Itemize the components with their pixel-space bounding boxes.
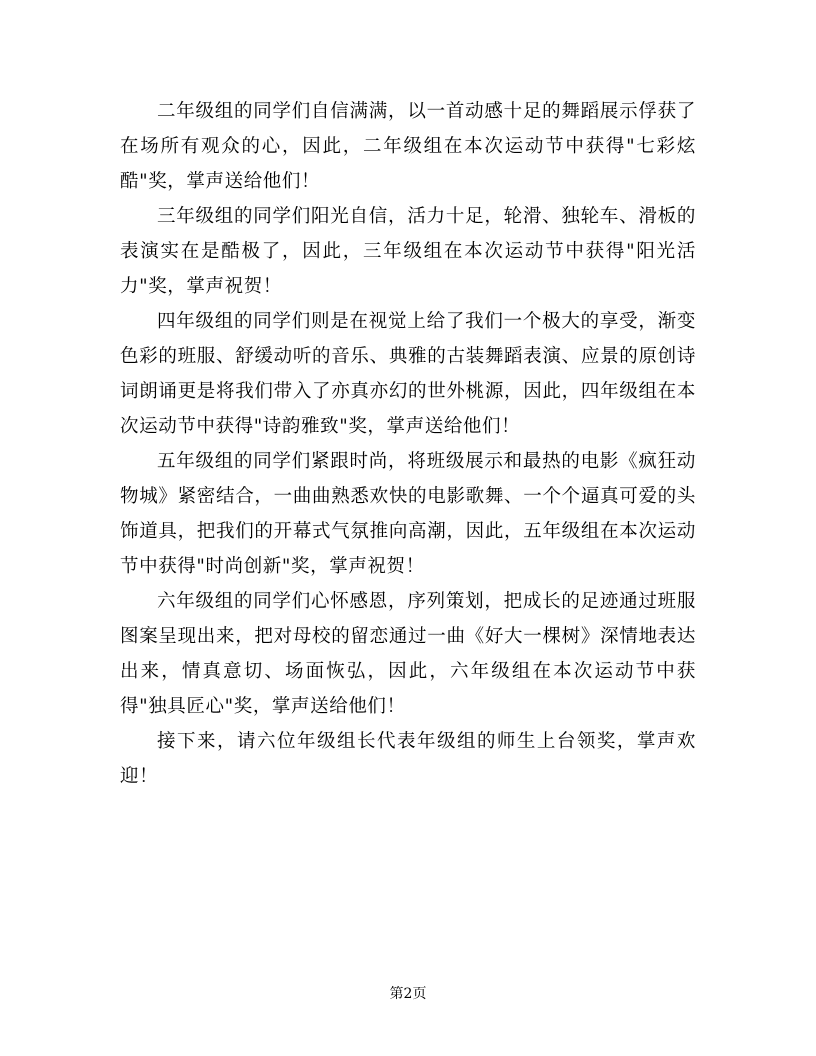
paragraph-grade-5: 五年级组的同学们紧跟时尚，将班级展示和最热的电影《疯狂动物城》紧密结合，一曲曲熟悉欢快的电影歌舞、一个个逼真可爱的头饰道具，把我们的开幕式气氛推向高潮，因此，五年级组在本次运动节中获得"时尚创新"奖，掌声祝贺！: [120, 451, 696, 577]
paragraph-grade-3: 三年级组的同学们阳光自信，活力十足，轮滑、独轮车、滑板的表演实在是酷极了，因此，三年级组在本次运动节中获得"阳光活力"奖，掌声祝贺！: [120, 206, 696, 297]
paragraph-grade-2: 二年级组的同学们自信满满，以一首动感十足的舞蹈展示俘获了在场所有观众的心，因此，二年级组在本次运动节中获得"七彩炫酷"奖，掌声送给他们！: [120, 101, 696, 192]
paragraph-grade-6: 六年级组的同学们心怀感恩，序列策划，把成长的足迹通过班服图案呈现出来，把对母校的留恋通过一曲《好大一棵树》深情地表达出来，情真意切、场面恢弘，因此，六年级组在本次运动节中获得"独具匠心"奖，掌声送给他们！: [120, 591, 696, 717]
paragraph-closing: 接下来，请六位年级组长代表年级组的师生上台领奖，掌声欢迎！: [120, 731, 696, 787]
page-number: 第2页: [389, 986, 427, 1002]
document-body: [120, 94, 696, 794]
paragraph-grade-4: 四年级组的同学们则是在视觉上给了我们一个极大的享受，渐变色彩的班服、舒缓动听的音乐、典雅的古装舞蹈表演、应景的原创诗词朗诵更是将我们带入了亦真亦幻的世外桃源，因此，四年级组在本次运动节中获得"诗韵雅致"奖，掌声送给他们！: [120, 311, 696, 437]
